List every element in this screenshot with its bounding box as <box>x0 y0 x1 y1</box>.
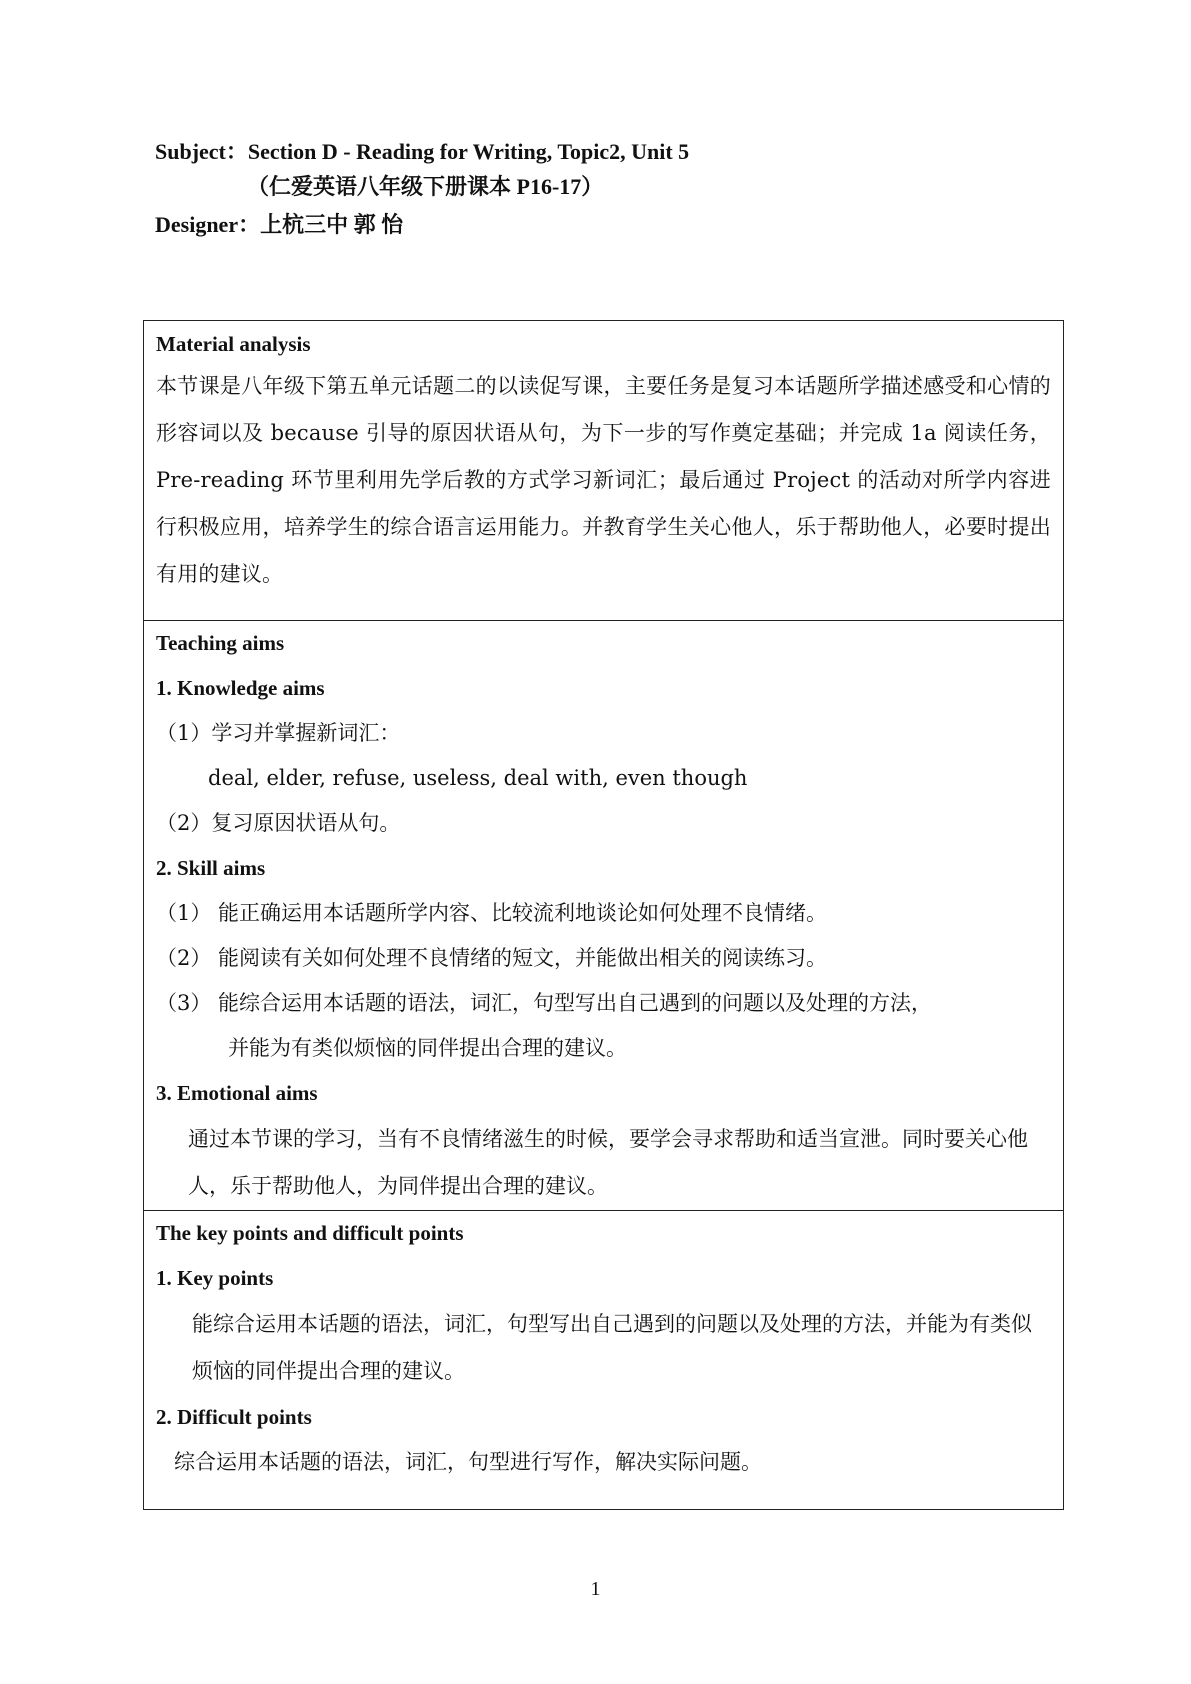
skill-item-1: （1） 能正确运用本话题所学内容、比较流利地谈论如何处理不良情绪。 <box>156 901 828 925</box>
subject-line: Subject：Section D - Reading for Writing, Topic2, Unit 5 <box>155 139 690 164</box>
material-title: Material analysis <box>156 332 311 356</box>
key-points-text: 能综合运用本话题的语法，词汇，句型写出自己遇到的问题以及处理的方法，并能为有类似烦恼的同伴提出合理的建议。 <box>192 1312 1032 1383</box>
skill-item-3: （3） 能综合运用本话题的语法，词汇，句型写出自己遇到的问题以及处理的方法， <box>156 991 933 1015</box>
keypoints-cell <box>144 1211 1064 1510</box>
textbook-line: （仁爱英语八年级下册课本 P16-17） <box>247 174 604 199</box>
document-header <box>155 138 1055 239</box>
knowledge-item-2: （2）复习原因状语从句。 <box>156 811 401 835</box>
key-points-title: 1. Key points <box>156 1266 274 1290</box>
material-text: 本节课是八年级下第五单元话题二的以读促写课，主要任务是复习本话题所学描述感受和心情的形容词以及 because 引导的原因状语从句，为下一步的写作奠定基础；并完成 1a 阅读任务，Pre-reading 环节里利用先学后教的方式学习新词汇；最后通过 Project 的活动对所学内容进行积极应用，培养学生的综合语言运用能力。并教育学生关心他人，乐于帮助他人，必要时提出有用的建议。 <box>156 374 1051 586</box>
material-cell <box>144 321 1064 621</box>
aims-row <box>144 621 1064 1211</box>
keypoints-row <box>144 1211 1064 1510</box>
emotional-aims-title: 3. Emotional aims <box>156 1081 318 1105</box>
keypoints-title: The key points and difficult points <box>156 1221 464 1245</box>
knowledge-aims-title: 1. Knowledge aims <box>156 676 325 700</box>
emotional-aims-text: 通过本节课的学习，当有不良情绪滋生的时候，要学会寻求帮助和适当宣泄。同时要关心他人，乐于帮助他人，为同伴提出合理的建议。 <box>188 1127 1028 1198</box>
difficult-points-text: 综合运用本话题的语法，词汇，句型进行写作，解决实际问题。 <box>174 1450 762 1474</box>
page-number: 1 <box>590 1578 601 1600</box>
knowledge-words: deal, elder, refuse, useless, deal with, even though <box>208 766 748 790</box>
skill-item-2: （2） 能阅读有关如何处理不良情绪的短文，并能做出相关的阅读练习。 <box>156 946 828 970</box>
aims-cell <box>144 621 1064 1211</box>
material-row <box>144 321 1064 621</box>
knowledge-item-1: （1）学习并掌握新词汇： <box>156 721 401 745</box>
designer-line: Designer：上杭三中 郭 怡 <box>155 212 404 237</box>
lesson-plan-table <box>143 320 1064 1510</box>
aims-title: Teaching aims <box>156 631 285 655</box>
skill-item-3-continued: 并能为有类似烦恼的同伴提出合理的建议。 <box>228 1036 627 1060</box>
skill-aims-title: 2. Skill aims <box>156 856 266 880</box>
difficult-points-title: 2. Difficult points <box>156 1405 312 1429</box>
